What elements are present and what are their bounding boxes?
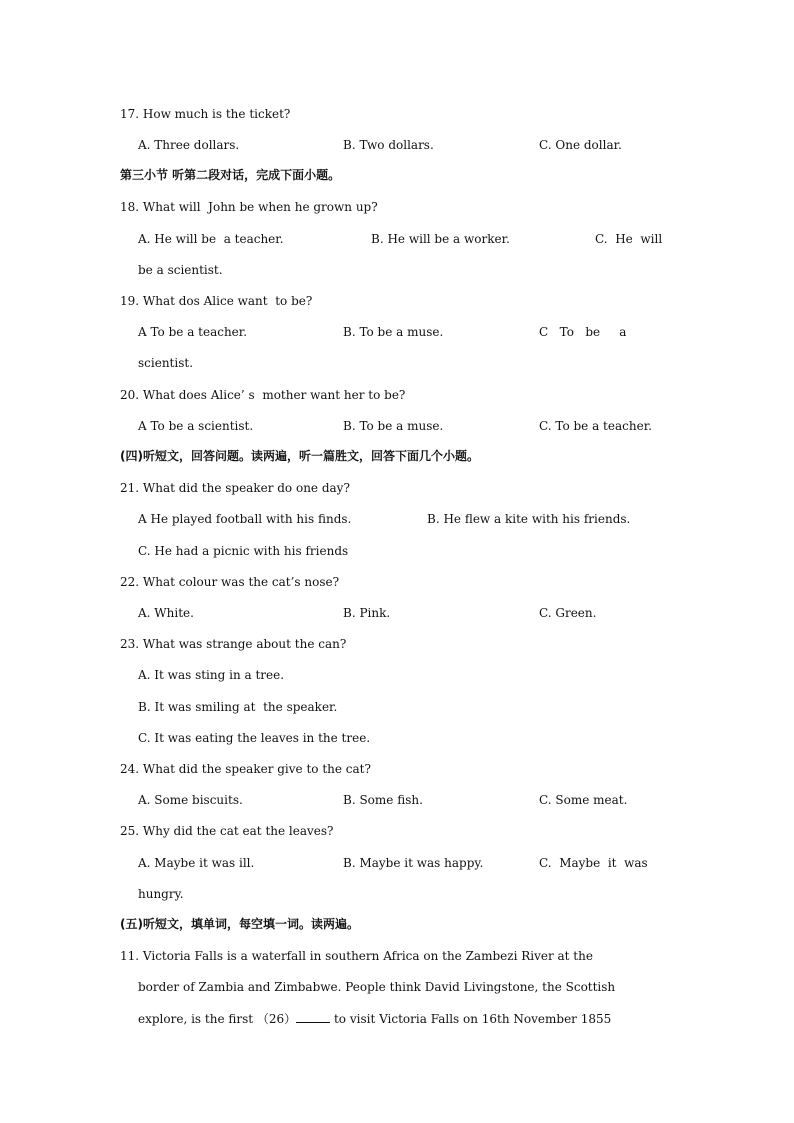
question-17-option-c: C. One dollar.	[539, 138, 622, 152]
question-19-option-a: A To be a teacher.	[138, 325, 248, 339]
question-17-option-a: A. Three dollars.	[138, 138, 240, 152]
question-23-stem: 23. What was strange about the can?	[120, 637, 347, 651]
question-20-option-a: A To be a scientist.	[138, 419, 254, 433]
passage-11-line-3-end: to visit Victoria Falls on 16th November 1855	[330, 1012, 612, 1026]
question-21-option-b: B. He flew a kite with his friends.	[427, 512, 631, 526]
question-22-stem: 22. What colour was the cat’s nose?	[120, 575, 340, 589]
blank-26	[296, 1011, 330, 1023]
question-18-option-b: B. He will be a worker.	[371, 232, 510, 246]
passage-11-line-3-start: explore, is the first （26）	[138, 1012, 297, 1026]
question-21-option-c: C. He had a picnic with his friends	[138, 544, 349, 558]
section-3-heading: 第三小节 听第二段对话，完成下面小题。	[120, 168, 341, 182]
question-19-option-c: C To be a	[539, 325, 627, 339]
question-25-option-a: A. Maybe it was ill.	[138, 856, 255, 870]
question-24-option-b: B. Some fish.	[343, 793, 423, 807]
question-23-option-b: B. It was smiling at the speaker.	[138, 700, 338, 714]
question-20-option-b: B. To be a muse.	[343, 419, 444, 433]
question-25-option-b: B. Maybe it was happy.	[343, 856, 484, 870]
passage-11-line-2: border of Zambia and Zimbabwe. People think David Livingstone, the Scottish	[138, 980, 616, 994]
question-24-option-c: C. Some meat.	[539, 793, 628, 807]
question-17-stem: 17. How much is the ticket?	[120, 107, 291, 121]
question-21-option-a: A He played football with his finds.	[138, 512, 352, 526]
question-17-option-b: B. Two dollars.	[343, 138, 434, 152]
question-18-option-c-cont: be a scientist.	[138, 263, 223, 277]
question-22-option-b: B. Pink.	[343, 606, 391, 620]
question-22-option-c: C. Green.	[539, 606, 597, 620]
question-23-option-a: A. It was sting in a tree.	[138, 668, 285, 682]
question-24-stem: 24. What did the speaker give to the cat?	[120, 762, 371, 776]
question-23-option-c: C. It was eating the leaves in the tree.	[138, 731, 371, 745]
question-25-stem: 25. Why did the cat eat the leaves?	[120, 824, 334, 838]
question-19-option-b: B. To be a muse.	[343, 325, 444, 339]
question-19-option-c-cont: scientist.	[138, 356, 194, 370]
question-21-stem: 21. What did the speaker do one day?	[120, 481, 350, 495]
question-19-stem: 19. What dos Alice want to be?	[120, 294, 313, 308]
question-18-stem: 18. What will John be when he grown up?	[120, 200, 378, 214]
question-25-option-c: C. Maybe it was	[539, 856, 648, 870]
question-18-option-c: C. He will	[595, 232, 663, 246]
section-5-heading: (五)听短文，填单词，每空填一词。读两遍。	[120, 917, 359, 931]
question-25-option-c-cont: hungry.	[138, 887, 184, 901]
question-20-stem: 20. What does Alice’ s mother want her to be?	[120, 388, 406, 402]
question-24-option-a: A. Some biscuits.	[138, 793, 243, 807]
question-18-option-a: A. He will be a teacher.	[138, 232, 284, 246]
passage-11-line-1: 11. Victoria Falls is a waterfall in southern Africa on the Zambezi River at the	[120, 949, 593, 963]
question-22-option-a: A. White.	[138, 606, 194, 620]
question-20-option-c: C. To be a teacher.	[539, 419, 652, 433]
passage-11-line-3	[138, 1011, 611, 1027]
section-4-heading: (四)听短文，回答问题。读两遍，听一篇胜文，回答下面几个小题。	[120, 449, 479, 463]
